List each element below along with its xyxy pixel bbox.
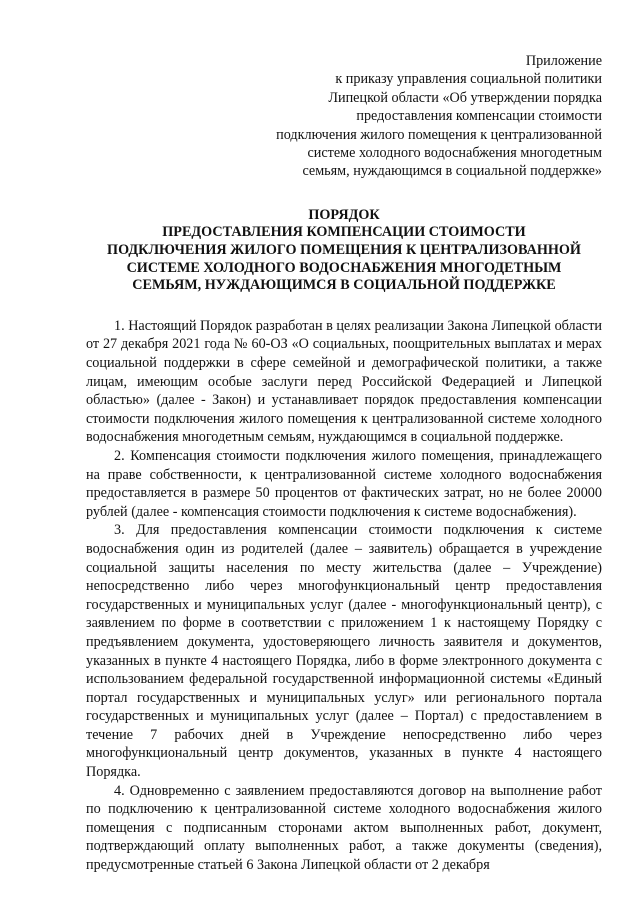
document-title <box>86 207 602 295</box>
title-line: СИСТЕМЕ ХОЛОДНОГО ВОДОСНАБЖЕНИЯ МНОГОДЕТНЫМ <box>126 259 562 276</box>
appendix-line: системе холодного водоснабжения многодетным <box>307 145 602 162</box>
title-line: ПРЕДОСТАВЛЕНИЯ КОМПЕНСАЦИИ СТОИМОСТИ <box>162 224 526 241</box>
appendix-line: подключения жилого помещения к централизованной <box>276 126 602 143</box>
paragraph-2: 2. Компенсация стоимости подключения жилого помещения, принадлежащего на праве собственности, к централизованной системе холодного водоснабжения предоставляется в размере 50 процентов от фактических затрат, но не более 20000 рублей (далее - компенсация стоимости подключения к системе водоснабжения). <box>86 447 602 520</box>
appendix-line: семьям, нуждающимся в социальной поддержке» <box>302 163 602 180</box>
appendix-line: Приложение <box>525 53 602 69</box>
appendix-line: предоставления компенсации стоимости <box>356 108 602 125</box>
paragraph-4: 4. Одновременно с заявлением предоставляются договор на выполнение работ по подключению к централизованной системе холодного водоснабжения жилого помещения с подписанным сторонами актом выполненных работ, документ, подтверждающий оплату выполненных работ, а также документы (сведения), предусмотренные статьей 6 Закона Липецкой области от 2 декабря <box>86 782 602 874</box>
appendix-header <box>256 52 602 181</box>
title-line: ПОРЯДОК <box>308 206 380 223</box>
paragraph-1: 1. Настоящий Порядок разработан в целях реализации Закона Липецкой области от 27 декабря 2021 года № 60-ОЗ «О социальных, поощрительных выплатах и мерах социальной поддержки в сфере семейной и демографической политики, а также лицам, имеющим особые заслуги перед Российской Федерацией и Липецкой областью» (далее - Закон) и устанавливает порядок предоставления компенсации стоимости подключения жилого помещения к централизованной системе холодного водоснабжения многодетным семьям, нуждающимся в социальной поддержке. <box>86 317 602 446</box>
appendix-line: Липецкой области «Об утверждении порядка <box>328 89 602 106</box>
title-line: СЕМЬЯМ, НУЖДАЮЩИМСЯ В СОЦИАЛЬНОЙ ПОДДЕРЖКЕ <box>132 277 556 294</box>
title-line: ПОДКЛЮЧЕНИЯ ЖИЛОГО ПОМЕЩЕНИЯ К ЦЕНТРАЛИЗОВАННОЙ <box>107 242 581 259</box>
appendix-line: к приказу управления социальной политики <box>335 71 602 88</box>
paragraph-3: 3. Для предоставления компенсации стоимости подключения к системе водоснабжения один из родителей (далее – заявитель) обращается в учреждение социальной защиты населения по месту жительства (далее – Учреждение) непосредственно либо через многофункциональный центр предоставления государственных и муниципальных услуг (далее - многофункциональный центр), с заявлением по форме в соответствии с приложением 1 к настоящему Порядку с предъявлением документа, удостоверяющего личность заявителя и документов, указанных в пункте 4 настоящего Порядка, либо в форме электронного документа с использованием федеральной государственной информационной системы «Единый портал государственных и муниципальных услуг» или регионального портала государственных и муниципальных услуг (далее – Портал) с предоставлением в течение 7 рабочих дней в Учреждение непосредственно либо через многофункциональный центр документов, указанных в пункте 4 настоящего Порядка. <box>86 522 602 781</box>
document-body <box>86 317 602 875</box>
